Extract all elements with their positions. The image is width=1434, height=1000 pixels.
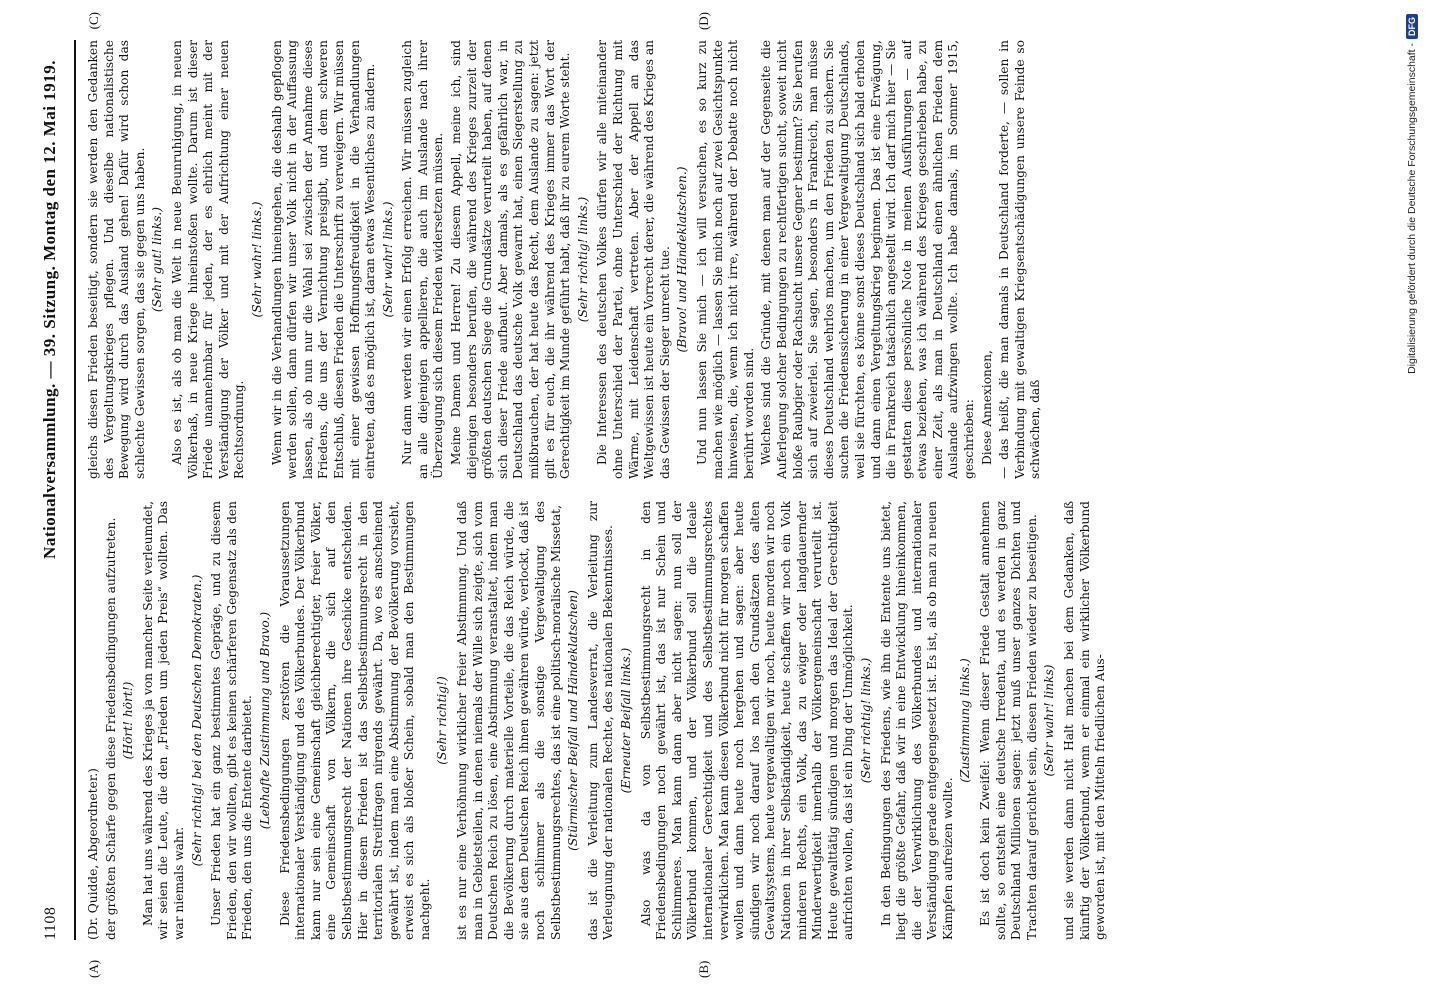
stage-direction: (Sehr wahr! links.)	[249, 201, 264, 318]
margin-mark-d: (D)	[696, 12, 711, 31]
page-number: 1108	[42, 906, 59, 940]
stage-direction: (Erneuter Beifall links.)	[619, 647, 633, 794]
paragraph: Wenn wir in die Verhandlungen hineingehen, die deshalb gepflogen werden sollen, dann dürfen wir unser Volk nicht in der Auffassung lassen, als ob nun nur die Wahl sei zwischen der Annahme dieses Friedens, die uns der Vernichtung preisgibt, und dem schweren Entschluß, diesen Frieden die Unterschrift zu verweigern. Wir müssen mit einer gewissen Hoffnungsfreudigkeit in die Verhandlungen eintreten, daß es möglich ist, daran etwas Wesentliches zu ändern.	[269, 40, 378, 479]
paragraph: und sie werden dann nicht Halt machen bei dem Gedanken, daß künftig der Völkerbund, wenn er einmal ein wirklicher Völkerbund geworden ist, mit den Mitteln friedlichen Aus-	[1062, 501, 1108, 940]
paragraph: Also es ist, als ob man die Welt in neue Beunruhigung, in neuen Völkerhaß, in neue Kriege hineinstoßen wollte. Darum ist dieser Friede unannehmbar für jeden, der es ehrlich meint mit der Verständigung der Völker und mit der Aufrichtung einer neuen Rechtsordnung.	[169, 40, 247, 479]
margin-mark-a: (A)	[86, 959, 101, 978]
stage-direction: (Hört! hört!)	[121, 681, 136, 760]
right-column	[86, 40, 1386, 479]
paragraph: Und nun lassen Sie mich — ich will versuchen, es so kurz zu machen wie möglich — lassen Sie mich noch auf zwei Gesichtspunkte hinweisen, die, wenn ich nicht irre, während der Debatte noch nicht berührt worden sind.	[694, 40, 756, 479]
paragraph: Diese Friedensbedingungen zerstören die Voraussetzungen internationaler Verständigung und des Völkerbundes. Der Völkerbund kann nur sein eine Gemeinschaft gleichberechtigter, freier Völker, eine Gemeinschaft von Völkern, die sich auf den Selbstbestimmungsrecht der Nationen ihre Geschicke entscheiden. Hier in diesem Frieden ist das Selbstbestimmungsrecht in den territorialen Streitfragen nirgends gewährt. Da, wo es anscheinend gewährt ist, indem man eine Abstimmung der Bevölkerung vorsieht, erweist es sich als bloßer Schein, sobald man den Bestimmungen nachgeht.	[277, 501, 432, 940]
credit-text: Digitalisierung gefördert durch die Deutsche Forschungsgemeinschaft -	[1406, 43, 1418, 374]
paragraph: das ist die Verleitung zum Landesverrat, die Verleitung zur Verleugnung der nationalen Rechte, des nationalen Bekenntnisses.	[585, 501, 616, 940]
stage-direction: (Sehr richtig!)	[435, 676, 450, 765]
margin-mark-b: (B)	[696, 960, 711, 978]
paragraph: In den Bedingungen des Friedens, wie ihn die Entente uns bietet, liegt die größte Gefahr, daß wir in eine Entwicklung hineinkommen, die der Verwirklichung des Völkerbundes und internationaler Verständigung gerade entgegengesetzt ist. Es ist, als ob man zu neuen Kämpfen aufreizen wollte.	[878, 501, 955, 940]
stage-direction: (Stürmischer Beifall und Händeklatschen)	[566, 590, 581, 851]
paragraph: Meine Damen und Herren! Zu diesem Appell, meine ich, sind diejenigen besonders berufen, die während des Krieges zurzeit der größten deutschen Siege die Grundsätze verurteilt haben, auf denen sich dieser Friede aufbaut. Aber damals, als es gefährlich war, in Deutschland das deutsche Volk gewarnt hat, einen Siegerstellung zu mißbrauchen, der hat heute das Recht, dem Auslande zu sagen: jetzt gilt es für euch, die ihr während des Krieges immer das Wort der Gerechtigkeit im Munde geführt habt, daß ihr zu eurem Worte steht.	[449, 40, 573, 479]
stage-direction: (Zustimmung links.)	[958, 658, 973, 783]
stage-direction: (Sehr richtig! links.)	[858, 657, 873, 784]
paragraph: Nur dann werden wir einen Erfolg erreichen. Wir müssen zugleich an alle diejenigen appellieren, die auch im Auslande nach ihrer Überzeugung sich diesem Frieden widersetzen müssen.	[400, 40, 446, 479]
paragraph: ist es nur eine Verhöhnung wirklicher freier Abstimmung. Und daß man in Gebietsteilen, in denen niemals der Wille sich zeigte, sich vom Deutschen Reich zu lösen, eine Abstimmung veranstaltet, indem man die Bevölkerung durch materielle Vorteile, die das Reich würde, die sie aus dem Deutschen Reich ihnen gewähren würde, verlockt, daß ist noch schlimmer als die sonstige Vergewaltigung des Selbstbestimmungsrechtes, das ist eine politisch-moralische Missetat,	[455, 501, 563, 940]
digitization-credit-strip	[1400, 0, 1434, 1000]
paragraph: Unser Frieden hat ein ganz bestimmtes Gepräge, und zu diesem Frieden, den wir wollten, gibt es keinen schärferen Gegensatz als den Frieden, den uns die Entente darbietet.	[209, 501, 255, 940]
paragraph: Es ist doch kein Zweifel: Wenn dieser Friede Gestalt annehmen sollte, so entsteht eine deutsche Irredenta, und es werden in ganz Deutschland Millionen sagen: jetzt muß unser ganzes Dichten und Trachten darauf gerichtet sein, diesen Frieden wieder zu beseitigen.	[978, 501, 1039, 940]
paragraph: Diese Annexionen,	[979, 350, 994, 465]
text-columns	[86, 12, 1386, 982]
paragraph: (Dr. Quidde, Abgeordneter.)	[86, 768, 100, 940]
paragraph: der größten Schärfe gegen diese Friedensbedingungen aufzutreten.	[103, 517, 118, 940]
page-title: Nationalversammlung. — 39. Sitzung. Montag den 12. Mai 1919.	[40, 60, 59, 559]
stage-direction: (Sehr richtig! links.)	[575, 196, 590, 323]
page-header	[40, 40, 70, 982]
margin-mark-c: (C)	[86, 12, 101, 30]
digitization-credit	[1406, 0, 1418, 1000]
stage-direction: (Sehr wahr! links)	[1042, 664, 1057, 777]
paragraph: Welches sind die Gründe, mit denen man auf der Gegenseite die Auferlegung solcher Bedingungen zu rechtfertigen sucht, soweit nicht bloße Raubgier oder Rachsucht unsere Gegner bestimmt? Sie berufen sich auf zweierlei. Sie sagen, besonders in Frankreich, man müsse dieses Deutschland wehrlos machen, um den Frieden zu sichern. Sie suchen die Friedenssicherung in einer Vergewaltigung Deutschlands, weil sie fürchten, es könne sonst dieses Deutschland sich bald erholen und dann einen Vergeltungskrieg beginnen. Das ist eine Erwägung, die in Frankreich tatsächlich angestellt wird. Ich darf mich hier — Sie gestatten diese persönliche Note in meinen Ausführungen — auf etwas beziehen, was ich während des Krieges geschrieben habe, zu einer Zeit, als man in Deutschland einen ähnlichen Frieden dem Auslande aufzwingen wollte. Ich habe damals, im Sommer 1915, geschrieben:	[759, 40, 977, 479]
paragraph: — das heißt, die man damals in Deutschland forderte, — sollen in Verbindung mit gewaltigen Kriegsentschädigungen unsere Feinde so schwächen, daß	[997, 40, 1043, 479]
stage-direction: (Bravo! und Händeklatschen.)	[675, 166, 690, 353]
paragraph: Also was da von Selbstbestimmungsrecht in den Friedensbedingungen noch gewährt ist, das ist nur Schein und Schlimmeres. Man kann dann aber nicht sagen: nun soll der Völkerbund kommen, und der Völkerbund soll die Ideale internationaler Gerechtigkeit und des Selbstbestimmungsrechtes verwirklichen. Man kann diesen Völkerbund nicht für morgen schaffen wollen und dann heute noch hergehen und sagen: aber heute sündigen wir noch darauf los nach den Grundsätzen des alten Gewaltsystems, heute vergewaltigen wir noch, heute morden wir noch Nationen in ihrer Selbständigkeit, heute schaffen wir noch ein Volk minderen Rechts, ein Volk, das zu ewiger oder langdauernder Minderwertigkeit innerhalb der Völkergemeinschaft verurteilt ist. Heute gewalttätig sündigen und morgen das Ideal der Gerechtigkeit aufrichten wollen, das ist ein Ding der Unmöglichkeit.	[638, 501, 856, 940]
dfg-logo: DFG	[1406, 14, 1418, 39]
stage-direction: (Sehr richtig! bei den Deutschen Demokraten.)	[189, 574, 204, 867]
header-rule	[74, 40, 76, 940]
paragraph: gleichs diesen Frieden beseitigt, sondern sie werden den Gedanken des Vergeltungskrieges pflegen. Und dieselbe nationalistische Bewegung wird durch das Ausland gehen! Dafür wird schon das schlechte Gewissen sorgen, das sie gegen uns haben.	[86, 40, 147, 479]
stage-direction: (Sehr gut! links.)	[150, 206, 165, 313]
left-column	[86, 501, 1386, 940]
paragraph: Die Interessen des deutschen Volkes dürfen wir alle miteinander ohne Unterschied der Partei, ohne Unterschied der Richtung mit Wärme, mit Leidenschaft vertreten. Aber der Appell an das Weltgewissen ist heute ein Vorrecht derer, die während des Krieges an das Gewissen der Sieger unrecht tue.	[595, 40, 672, 479]
stage-direction: (Lebhafte Zustimmung und Bravo.)	[257, 611, 272, 830]
paragraph: Man hat uns während des Krieges ja von mancher Seite verleumdet, wir seien die Leute, die den „Frieden um jeden Preis“ wollten. Das war niemals wahr.	[140, 501, 186, 940]
stage-direction: (Sehr wahr! links.)	[380, 201, 395, 318]
